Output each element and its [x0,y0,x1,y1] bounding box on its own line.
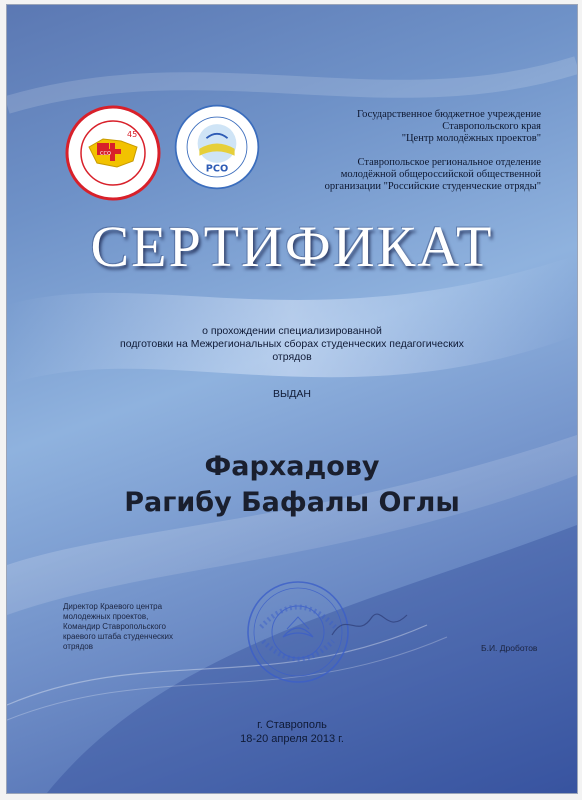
director-line2: молодежных проектов, [63,612,149,621]
certificate-title: СЕРТИФИКАТ [90,214,494,279]
organization-primary-line3: "Центр молодёжных проектов" [401,133,541,144]
organization-primary [281,109,541,145]
issued-label: ВЫДАН [273,388,311,400]
logo-left-number: 45 [127,130,138,139]
signature [327,605,417,645]
organization-secondary-line1: Ставропольское региональное отделение [357,157,541,168]
logo-left-badge: ССО [100,151,111,157]
organization-secondary-line3: организации "Российские студенческие отряды" [324,181,541,192]
director-line1: Директор Краевого центра [63,602,163,611]
director-line3: Командир Ставропольского [63,622,166,631]
rso-logo [173,103,261,191]
organization-primary-line2: Ставропольского края [442,121,541,132]
issue-date: 18-20 апреля 2013 г. [240,733,344,745]
organization-secondary [261,157,541,193]
director-title [63,602,223,652]
issue-location: г. Ставрополь [257,719,327,731]
director-line4: краевого штаба студенческих [63,632,173,641]
certificate-sheet [6,4,578,794]
description-line2: подготовки на Межрегиональных сборах студенческих педагогических [120,338,464,350]
signer-name: Б.И. Дроботов [481,643,538,653]
description-line3: отрядов [272,351,312,363]
student-brigades-stavropol-logo [63,103,163,203]
organization-primary-line1: Государственное бюджетное учреждение [357,109,541,120]
description-line1: о прохождении специализированной [202,325,382,337]
recipient-given-names: Рагибу Бафалы Оглы [124,487,460,518]
director-line5: отрядов [63,642,93,651]
organization-secondary-line2: молодёжной общероссийской общественной [340,169,541,180]
logo-right-abbr: РСО [205,163,229,175]
recipient-surname: Фархадову [204,451,380,482]
certificate-description [67,325,517,364]
